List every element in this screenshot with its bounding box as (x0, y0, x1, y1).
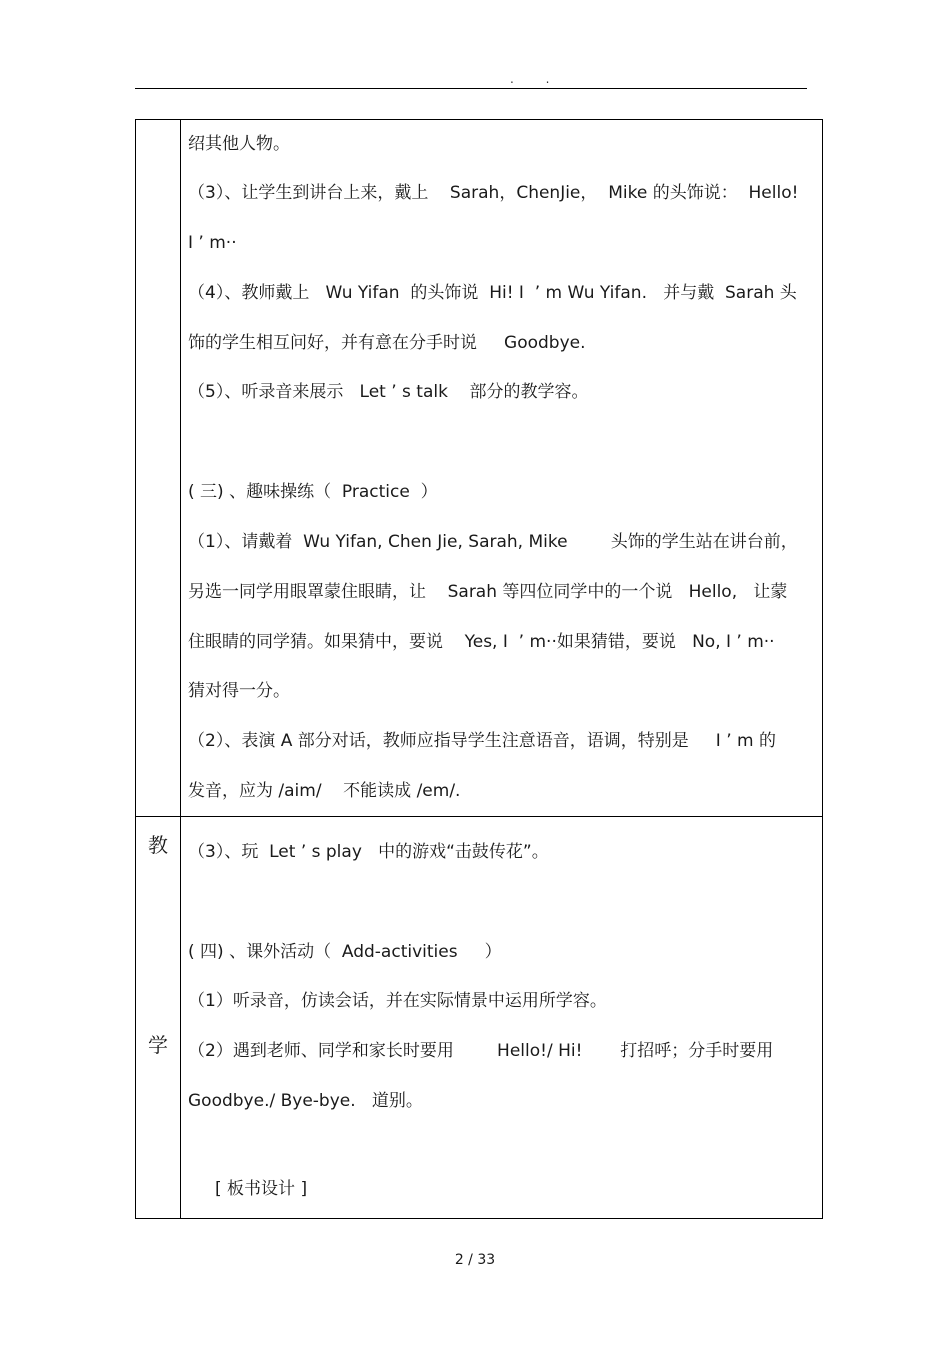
section-heading: ( 四) 、课外活动（ Add-activities ） (188, 942, 502, 962)
section-heading: ( 三) 、趣味操练（ Practice ） (188, 482, 438, 502)
text-line: 饰的学生相互问好，并有意在分手时说 Goodbye. (188, 333, 586, 353)
text-line: （2）、表演 A 部分对话，教师应指导学生注意语音，语调，特别是 I ’ m 的 (188, 731, 776, 751)
side-label-xue: 学 (148, 1033, 168, 1057)
text-line: （5）、听录音来展示 Let ’ s talk 部分的教学容。 (188, 382, 589, 402)
text-line: 住眼睛的同学猜。如果猜中，要说 Yes, I ’ m··如果猜错，要说 No, I ’ m·· (188, 632, 775, 652)
board-design-label: [ 板书设计 ] (188, 1179, 308, 1199)
header-rule (135, 88, 807, 89)
header-dots: . . (510, 72, 564, 86)
text-line: （1）听录音，仿读会话，并在实际情景中运用所学容。 (188, 991, 607, 1011)
text-line: 发音，应为 /aim/ 不能读成 /em/. (188, 781, 461, 801)
text-line: （3）、让学生到讲台上来，戴上 Sarah，ChenJie， Mike 的头饰说： Hello! (188, 183, 799, 203)
row-divider (136, 816, 822, 817)
text-line: 另选一同学用眼罩蒙住眼睛，让 Sarah 等四位同学中的一个说 Hello, 让蒙 (188, 582, 788, 602)
column-divider (180, 120, 181, 1218)
text-line: （2）遇到老师、同学和家长时要用 Hello!/ Hi! 打招呼；分手时要用 (188, 1041, 774, 1061)
side-label-jiao: 教 (148, 833, 168, 857)
lesson-table (135, 119, 823, 1219)
text-line: （1）、请戴着 Wu Yifan, Chen Jie, Sarah, Mike 头饰的学生站在讲台前， (188, 532, 798, 552)
text-line: （3）、玩 Let ’ s play 中的游戏“击鼓传花”。 (188, 842, 549, 862)
page-number: 2 / 33 (454, 1252, 496, 1268)
text-line: I ’ m·· (188, 233, 237, 253)
text-line: （4）、教师戴上 Wu Yifan 的头饰说 Hi! I ’ m Wu Yifan. 并与戴 Sarah 头 (188, 283, 797, 303)
text-line: 绍其他人物。 (188, 134, 290, 154)
text-line: 猜对得一分。 (188, 681, 290, 701)
text-line: Goodbye./ Bye-bye. 道别。 (188, 1091, 423, 1111)
